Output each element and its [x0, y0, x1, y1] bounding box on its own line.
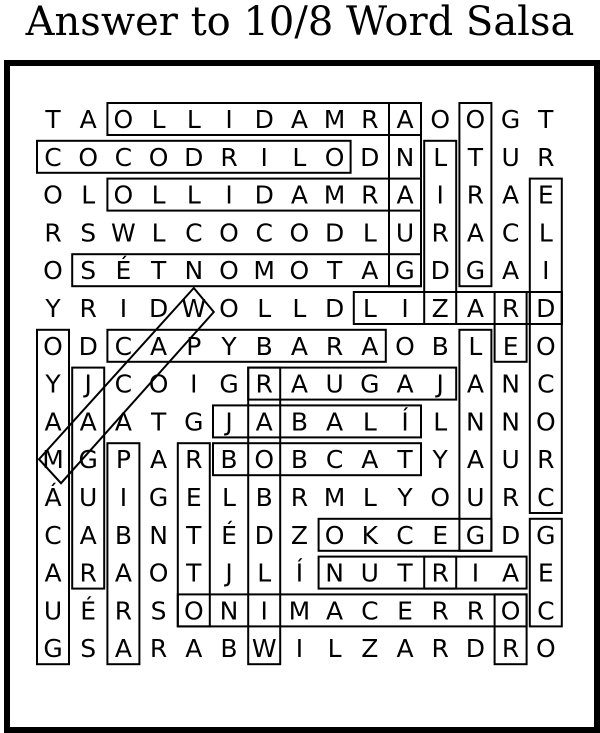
grid-letter: A	[290, 180, 308, 210]
grid-letter: D	[254, 520, 274, 550]
grid-letter: J	[436, 369, 444, 399]
puzzle-title: Answer to 10/8 Word Salsa	[25, 0, 575, 45]
grid-letter: R	[361, 180, 379, 210]
grid-letter: C	[185, 218, 203, 248]
grid-letter: L	[222, 483, 236, 512]
grid-letter: E	[432, 520, 449, 550]
grid-letter: B	[255, 483, 273, 512]
grid-letter: L	[257, 294, 272, 323]
grid-letter: O	[500, 596, 521, 626]
grid-letter: O	[219, 294, 239, 323]
grid-letter: Y	[45, 369, 61, 399]
grid-letter: R	[325, 331, 344, 361]
grid-letter: T	[538, 105, 554, 134]
grid-letter: A	[466, 445, 484, 475]
grid-letter: L	[151, 180, 166, 210]
grid-letter: A	[44, 558, 62, 588]
grid-letter: É	[221, 520, 237, 550]
grid-letter: T	[326, 256, 343, 286]
grid-letter: L	[257, 558, 272, 588]
grid-letter: Í	[401, 407, 409, 437]
grid-letter: D	[78, 331, 98, 361]
grid-letter: M	[323, 180, 346, 210]
grid-letter: A	[502, 558, 520, 588]
grid-letter: Y	[221, 331, 237, 361]
grid-letter: G	[536, 520, 556, 550]
grid-letter: A	[502, 256, 520, 286]
grid-letter: L	[186, 180, 201, 210]
grid-letter: J	[225, 558, 233, 588]
grid-letter: L	[292, 294, 307, 323]
grid-letter: O	[148, 558, 169, 588]
grid-letter: I	[542, 256, 550, 286]
grid-letter: L	[362, 407, 377, 437]
grid-letter: L	[433, 407, 448, 437]
grid-letter: N	[395, 142, 415, 172]
grid-letter: U	[43, 596, 63, 626]
grid-letter: A	[466, 294, 484, 323]
grid-letter: E	[537, 180, 554, 210]
grid-letter: I	[471, 558, 480, 588]
grid-letter: A	[150, 331, 168, 361]
grid-letter: M	[253, 256, 275, 286]
grid-letter: D	[536, 294, 556, 323]
grid-letter: Z	[290, 520, 308, 550]
grid-letter: A	[396, 369, 414, 399]
grid-letter: W	[251, 634, 277, 664]
grid-letter: L	[362, 483, 377, 512]
grid-letter: R	[79, 294, 97, 323]
grid-letter: N	[184, 256, 204, 286]
grid-letter: Á	[44, 483, 62, 512]
grid-letter: O	[148, 142, 169, 172]
grid-letter: R	[466, 180, 485, 210]
grid-letter: A	[114, 558, 132, 588]
grid-letter: A	[114, 407, 132, 437]
grid-letter: U	[501, 445, 520, 475]
grid-letter: L	[151, 105, 166, 134]
grid-letter: G	[43, 634, 63, 664]
grid-letter: N	[501, 407, 520, 437]
grid-letter: A	[326, 596, 344, 626]
grid-letter: O	[113, 105, 134, 134]
grid-letter: T	[45, 105, 61, 134]
grid-letter: E	[397, 596, 413, 626]
grid-letter: R	[501, 483, 520, 512]
grid-letter: W	[111, 218, 136, 248]
grid-letter: G	[219, 369, 239, 399]
grid-letter: U	[79, 483, 98, 512]
grid-letter: O	[535, 407, 556, 437]
answer-highlight-box	[107, 443, 139, 664]
grid-letter: R	[431, 558, 449, 588]
grid-letter: B	[220, 445, 238, 475]
grid-letter: R	[185, 445, 203, 475]
grid-letter: A	[255, 407, 273, 437]
grid-letter: A	[326, 407, 344, 437]
grid-letter: D	[148, 294, 169, 323]
grid-letter: O	[43, 331, 63, 361]
grid-letter: S	[80, 256, 97, 286]
grid-letter: I	[436, 180, 444, 210]
grid-letter: R	[501, 634, 520, 664]
grid-letter: A	[361, 331, 379, 361]
grid-letter: C	[396, 520, 414, 550]
grid-letter: R	[220, 142, 238, 172]
grid-letter: R	[44, 218, 62, 248]
grid-letter: U	[325, 369, 344, 399]
grid-letter: R	[431, 634, 449, 664]
grid-letter: É	[80, 596, 97, 626]
grid-letter: R	[466, 596, 485, 626]
grid-letter: L	[292, 142, 307, 172]
grid-letter: C	[114, 369, 133, 399]
grid-letter: I	[260, 142, 268, 172]
grid-letter: O	[43, 256, 63, 286]
grid-letter: C	[501, 218, 520, 248]
grid-letter: O	[219, 218, 239, 248]
grid-letter: O	[430, 105, 451, 134]
grid-letter: B	[431, 331, 449, 361]
grid-letter: O	[535, 331, 556, 361]
grid-letter: L	[538, 218, 553, 248]
grid-letter: L	[151, 218, 166, 248]
grid-letter: C	[44, 142, 62, 172]
grid-letter: R	[79, 558, 97, 588]
grid-letter: O	[465, 105, 486, 134]
grid-letter: G	[148, 483, 169, 512]
grid-letter: I	[225, 180, 233, 210]
grid-letter: E	[185, 483, 202, 512]
grid-letter: C	[537, 596, 555, 626]
grid-letter: G	[395, 256, 415, 286]
grid-letter: U	[501, 142, 520, 172]
grid-letter: Z	[431, 294, 449, 323]
grid-letter: B	[290, 407, 308, 437]
grid-letter: A	[150, 445, 168, 475]
grid-letter: M	[42, 445, 64, 475]
grid-letter: D	[500, 520, 521, 550]
grid-letter: D	[360, 142, 380, 172]
grid-letter: U	[360, 558, 379, 588]
grid-letter: R	[537, 142, 555, 172]
grid-letter: A	[466, 369, 484, 399]
grid-letter: O	[289, 218, 310, 248]
grid-letter: T	[150, 407, 167, 437]
grid-letter: C	[114, 331, 133, 361]
grid-letter: B	[290, 445, 308, 475]
grid-letter: C	[44, 520, 62, 550]
grid-letter: D	[184, 142, 204, 172]
grid-letter: A	[290, 369, 308, 399]
grid-letter: N	[149, 520, 168, 550]
grid-letter: K	[361, 520, 379, 550]
grid-letter: O	[395, 331, 415, 361]
grid-letter: Í	[295, 558, 304, 588]
grid-letter: I	[401, 294, 409, 323]
grid-letter: O	[535, 634, 556, 664]
grid-letter: Z	[361, 634, 379, 664]
grid-letter: R	[290, 483, 309, 512]
grid-letter: J	[225, 407, 233, 437]
grid-letter: I	[119, 483, 128, 512]
grid-letter: L	[362, 218, 377, 248]
grid-letter: S	[150, 596, 167, 626]
grid-letter: L	[327, 634, 342, 664]
grid-letter: T	[467, 142, 484, 172]
answer-highlight-box	[72, 368, 104, 589]
grid-letter: C	[361, 596, 379, 626]
grid-letter: A	[396, 634, 414, 664]
grid-letter: R	[537, 445, 555, 475]
grid-letter: D	[465, 634, 486, 664]
grid-letter: C	[537, 483, 555, 512]
grid-letter: R	[431, 218, 449, 248]
grid-letter: T	[150, 256, 167, 286]
grid-letter: O	[183, 596, 204, 626]
grid-letter: A	[114, 634, 132, 664]
grid-letter: N	[219, 596, 239, 626]
grid-letter: G	[500, 105, 521, 134]
grid-letter: O	[148, 369, 169, 399]
grid-letter: A	[361, 445, 379, 475]
grid-letter: Y	[397, 483, 413, 512]
answer-highlight-box	[319, 557, 527, 589]
grid-letter: O	[324, 520, 345, 550]
grid-letter: R	[255, 369, 273, 399]
grid-letter: A	[79, 407, 97, 437]
grid-letter: G	[78, 445, 98, 475]
grid-letter: L	[362, 294, 377, 323]
grid-letter: R	[431, 596, 449, 626]
grid-letter: E	[502, 331, 519, 361]
grid-letter: A	[396, 180, 414, 210]
grid-letter: A	[290, 105, 308, 134]
grid-letter: A	[396, 105, 414, 134]
grid-letter: D	[254, 180, 274, 210]
grid-letter: I	[260, 596, 268, 626]
grid-letter: T	[186, 558, 202, 588]
grid-letter: É	[115, 256, 132, 286]
grid-letter: O	[430, 483, 451, 512]
grid-letter: R	[361, 105, 379, 134]
grid-letter: L	[433, 142, 448, 172]
grid-letter: O	[289, 256, 310, 286]
answer-highlight-box	[213, 443, 421, 475]
grid-letter: G	[184, 407, 204, 437]
grid-letter: Y	[432, 445, 448, 475]
grid-letter: A	[44, 407, 62, 437]
grid-letter: E	[537, 558, 554, 588]
grid-letter: S	[80, 634, 97, 664]
grid-letter: S	[80, 218, 97, 248]
grid-letter: N	[466, 407, 485, 437]
grid-letter: P	[186, 331, 202, 361]
grid-letter: I	[119, 294, 128, 323]
grid-letter: I	[225, 105, 233, 134]
grid-letter: T	[397, 445, 413, 475]
grid-letter: O	[324, 142, 345, 172]
grid-letter: L	[186, 105, 201, 134]
grid-letter: T	[186, 520, 202, 550]
grid-letter: M	[288, 596, 311, 626]
grid-letter: A	[502, 180, 520, 210]
grid-letter: B	[114, 520, 132, 550]
grid-letter: D	[324, 218, 345, 248]
grid-letter: O	[219, 256, 239, 286]
grid-letter: I	[295, 634, 304, 664]
grid-letter: W	[181, 294, 207, 323]
grid-letter: U	[466, 483, 485, 512]
grid-letter: D	[430, 256, 450, 286]
grid-letter: D	[254, 105, 274, 134]
grid-letter: C	[537, 369, 555, 399]
grid-letter: B	[220, 634, 238, 664]
grid-letter: G	[465, 520, 486, 550]
grid-letter: O	[254, 445, 275, 475]
grid-letter: C	[114, 142, 133, 172]
grid-letter: C	[325, 445, 344, 475]
grid-letter: T	[397, 558, 413, 588]
grid-letter: L	[468, 331, 483, 361]
grid-letter: B	[255, 331, 273, 361]
grid-letter: M	[323, 483, 346, 512]
grid-letter: A	[79, 105, 97, 134]
grid-letter: M	[323, 105, 346, 134]
grid-letter: N	[501, 369, 520, 399]
grid-letter: A	[185, 634, 203, 664]
grid-letter: A	[290, 331, 308, 361]
grid-letter: R	[501, 294, 520, 323]
grid-letter: A	[466, 218, 484, 248]
grid-letter: G	[465, 256, 486, 286]
grid-letter: R	[149, 634, 168, 664]
grid-letter: P	[115, 445, 131, 475]
grid-letter: A	[361, 256, 379, 286]
grid-letter: N	[325, 558, 344, 588]
grid-letter: A	[79, 520, 97, 550]
grid-letter: C	[255, 218, 273, 248]
grid-letter: D	[324, 294, 345, 323]
grid-letter: Y	[45, 294, 61, 323]
grid-letter: J	[84, 369, 92, 399]
answer-highlight-box	[213, 405, 421, 437]
grid-letter: I	[190, 369, 198, 399]
grid-letter: L	[81, 180, 96, 210]
grid-letter: O	[43, 180, 63, 210]
grid-letter: U	[395, 218, 415, 248]
answer-highlight-box	[459, 330, 491, 551]
grid-letter: G	[360, 369, 380, 399]
answer-highlight-box	[530, 292, 562, 513]
grid-letter: O	[78, 142, 99, 172]
grid-letter: O	[113, 180, 134, 210]
grid-letter: R	[114, 596, 133, 626]
